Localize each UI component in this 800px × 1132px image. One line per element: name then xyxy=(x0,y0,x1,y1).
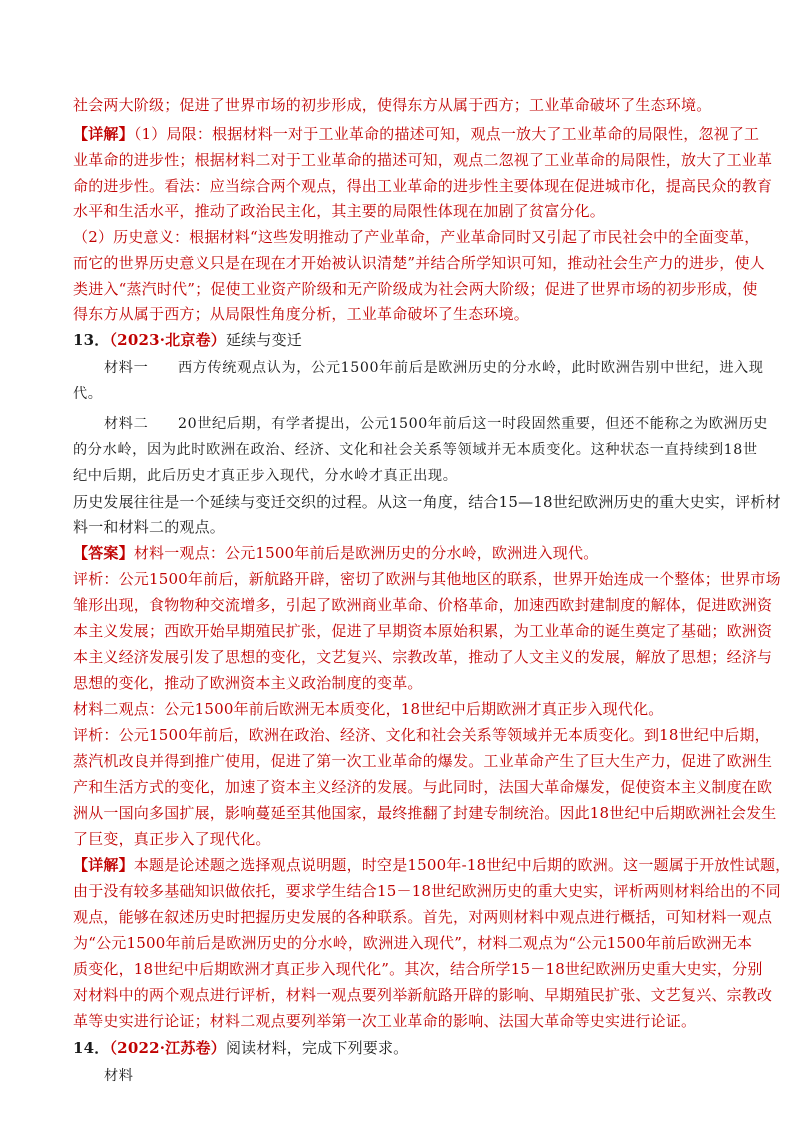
q13-answer-line: 洲从一国向多国扩展，影响蔓延至其他国家，最终推翻了封建专制统治。因此18世纪中后期欧洲社会发生 xyxy=(73,804,777,822)
q12-detail-text: （1）局限：根据材料一对于工业革命的描述可知，观点一放大了工业革命的局限性，忽视了工 xyxy=(133,125,760,143)
q14-material-label: 材料 xyxy=(104,1068,134,1084)
q12-detail-line xyxy=(73,123,760,145)
question-number: 13． xyxy=(73,331,110,349)
q13-answer-line: 评析：公元1500年前后，新航路开辟，密切了欧洲与其他地区的联系，世界开始连成一个整体；世界市场 xyxy=(73,570,781,588)
q13-answer-line: 材料二观点：公元1500年前后欧洲无本质变化，18世纪中后期欧洲才真正步入现代化。 xyxy=(73,700,664,718)
q13-answer-line: 蒸汽机改良并得到推广使用，促进了第一次工业革命的爆发。工业革命产生了巨大生产力，促进了欧洲生 xyxy=(73,752,773,770)
q13-material-two: 纪中后期，此后历史才真正步入现代，分水岭才真正出现。 xyxy=(73,468,458,484)
question-prompt: 阅读材料，完成下列要求。 xyxy=(225,1039,409,1057)
q12-detail-line: 水平和生活水平，推动了政治民主化，其主要的局限性体现在加剧了贫富分化。 xyxy=(73,202,606,220)
q13-material-one: 材料一 西方传统观点认为，公元1500年前后是欧洲历史的分水岭，此时欧洲告别中世纪，进入现 xyxy=(104,360,764,376)
q13-detail-text: 本题是论述题之选择观点说明题，时空是1500年-18世纪中后期的欧洲。这一题属于开放性试题， xyxy=(133,856,791,874)
q12-detail-line: 而它的世界历史意义只是在现在才开始被认识清楚”并结合所学知识可知，推动社会生产力的进步，使人 xyxy=(73,254,765,272)
q13-answer-line: 评析：公元1500年前后，欧洲在政治、经济、文化和社会关系等领域并无本质变化。到18世纪中后期， xyxy=(73,726,770,744)
q13-material-one: 代。 xyxy=(73,386,103,402)
q12-detail-line: 得东方从属于西方；从局限性角度分析，工业革命破坏了生态环境。 xyxy=(73,305,530,323)
q13-material-two: 材料二 20世纪后期，有学者提出，公元1500年前后这一时段固然重要，但还不能称之为欧洲历史 xyxy=(104,416,769,432)
q13-detail-line xyxy=(73,854,791,876)
question-topic: 延续与变迁 xyxy=(225,331,302,349)
q13-answer-line: 产和生活方式的变化，加速了资本主义经济的发展。与此同时，法国大革命爆发，促使资本主义制度在欧 xyxy=(73,778,773,796)
q13-detail-line: 革等史实进行论证；材料二观点要列举第一次工业革命的影响、法国大革命等史实进行论证。 xyxy=(73,1012,697,1030)
q13-answer-line: 本主义经济发展引发了思想的变化，文艺复兴、宗教改革，推动了人文主义的发展，解放了思想；经济与 xyxy=(73,648,773,666)
q12-detail-line: 业革命的进步性；根据材料二对于工业革命的描述可知，观点二忽视了工业革命的局限性，放大了工业革 xyxy=(73,151,773,169)
question-source: （2023·北京卷） xyxy=(109,331,226,349)
q12-detail-line: 类进入“蒸汽时代”；促使工业资产阶级和无产阶级成为社会两大阶级；促进了世界市场的初步形成，使 xyxy=(73,280,758,298)
q13-prompt: 历史发展往往是一个延续与变迁交织的过程。从这一角度，结合15—18世纪欧洲历史的重大史实，评析材 xyxy=(73,493,781,511)
q13-answer-line: 思想的变化，推动了欧洲资本主义政治制度的变革。 xyxy=(73,674,423,692)
q14-heading xyxy=(73,1037,733,1059)
q12-answer-line: 社会两大阶级；促进了世界市场的初步形成，使得东方从属于西方；工业革命破坏了生态环境。 xyxy=(73,96,712,114)
q13-answer-line: 了巨变，真正步入了现代化。 xyxy=(73,830,271,848)
q13-detail-line: 对材料中的两个观点进行评析，材料一观点要列举新航路开辟的影响、早期殖民扩张、文艺复兴、宗教改 xyxy=(73,986,773,1004)
q13-answer-line xyxy=(73,542,733,564)
q13-heading xyxy=(73,329,733,351)
answer-tag: 【答案】 xyxy=(73,544,134,562)
q13-answer-line: 本主义发展；西欧开始早期殖民扩张，促进了早期资本原始积累，为工业革命的诞生奠定了基础；欧洲资 xyxy=(73,622,773,640)
question-number: 14． xyxy=(73,1039,110,1057)
q13-answer-text: 材料一观点：公元1500年前后是欧洲历史的分水岭，欧洲进入现代。 xyxy=(133,544,599,562)
q13-detail-line: 观点，能够在叙述历史时把握历史发展的各种联系。首先，对两则材料中观点进行概括，可知材料一观点 xyxy=(73,908,773,926)
q12-detail-line: （2）历史意义：根据材料“这些发明推动了产业革命，产业革命同时又引起了市民社会中的全面变革， xyxy=(73,228,760,246)
q12-detail-line: 命的进步性。看法：应当综合两个观点，得出工业革命的进步性主要体现在促进城市化，提高民众的教育 xyxy=(73,177,773,195)
question-source: （2022·江苏卷） xyxy=(109,1039,226,1057)
q13-material-two: 的分水岭，因为此时欧洲在政治、经济、文化和社会关系等领域并无本质变化。这种状态一直持续到18世 xyxy=(73,442,758,458)
detail-tag: 【详解】 xyxy=(73,856,134,874)
q13-answer-line: 雏形出现，食物物种交流增多，引起了欧洲商业革命、价格革命，加速西欧封建制度的解体，促进欧洲资 xyxy=(73,596,773,614)
q13-detail-line: 为“公元1500年前后是欧洲历史的分水岭，欧洲进入现代”，材料二观点为“公元1500年前后欧洲无本 xyxy=(73,934,753,952)
detail-tag: 【详解】 xyxy=(73,125,134,143)
q13-detail-line: 由于没有较多基础知识做依托，要求学生结合15－18世纪欧洲历史的重大史实，评析两则材料给出的不同 xyxy=(73,882,781,900)
q13-detail-line: 质变化，18世纪中后期欧洲才真正步入现代化”。其次，结合所学15－18世纪欧洲历史重大史实，分别 xyxy=(73,960,763,978)
q13-prompt: 料一和材料二的观点。 xyxy=(73,518,226,536)
